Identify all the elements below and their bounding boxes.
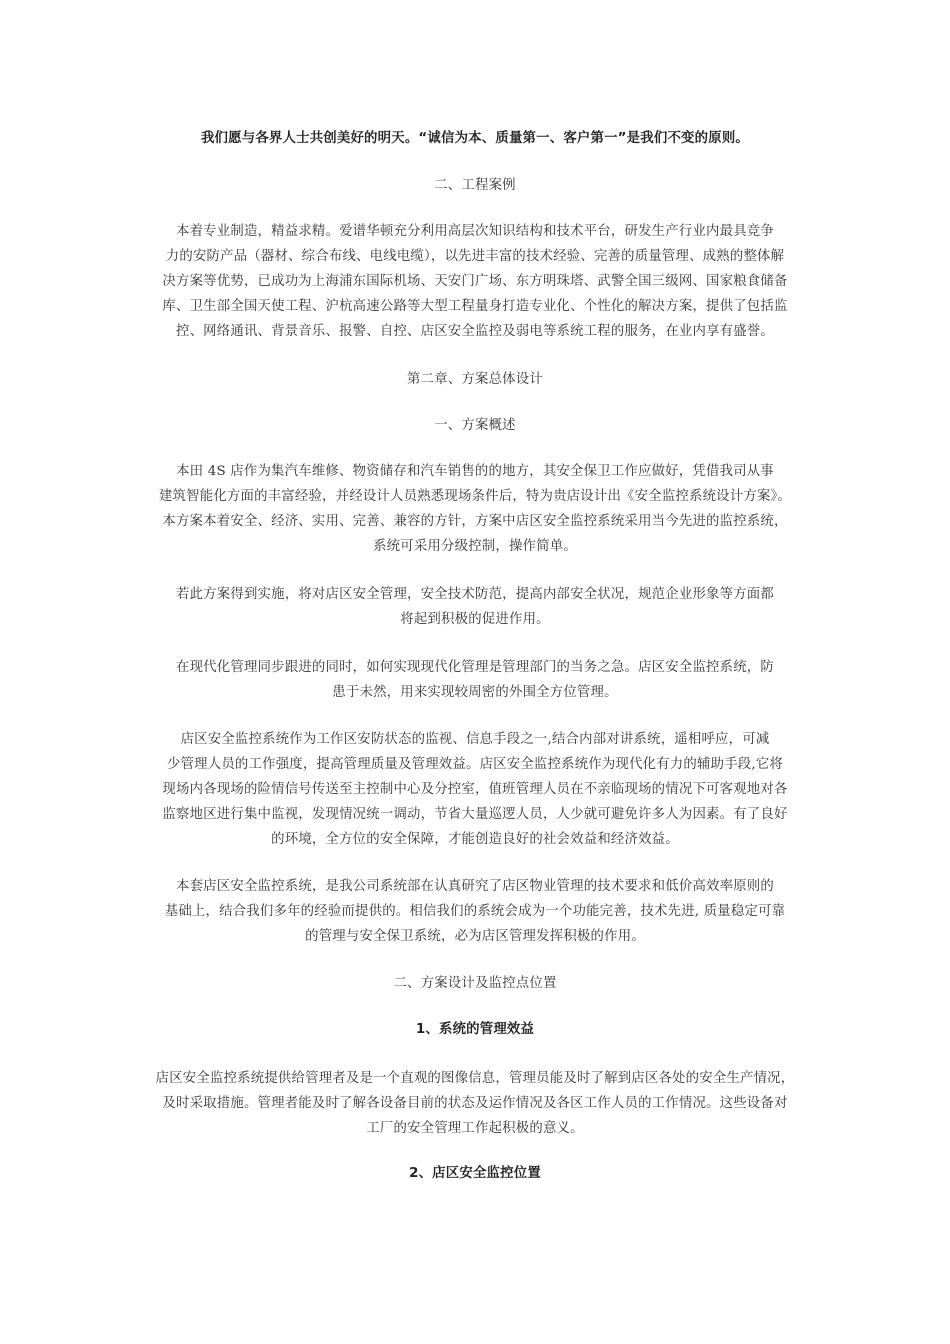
overview-paragraph-3: 在现代化管理同步跟进的同时，如何实现现代化管理是管理部门的当务之急。店区安全监控系统，防 患于未然，用来实现较周密的外围全方位管理。 xyxy=(176,660,774,700)
management-benefits-paragraph: 店区安全监控系统提供给管理者及是一个直观的图像信息，管理员能及时了解到店区各处的安全生产情况， 及时采取措施。管理者能及时了解各设备目前的状态及运作情况及各区工作人员的工作情况。这些设备对 工厂的安全管理工作起积极的意义。 xyxy=(155,1071,795,1136)
section-heading-overview: 一、方案概述 xyxy=(434,418,516,433)
overview-paragraph-5: 本套店区安全监控系统，是我公司系统部在认真研究了店区物业管理的技术要求和低价高效率原则的 基础上，结合我们多年的经验而提供的。相信我们的系统会成为一个功能完善，技术先进, 质量稳定可靠 的管理与安全保卫系统，必为店区管理发挥积极的作用。 xyxy=(164,879,786,944)
overview-paragraph-4: 店区安全监控系统作为工作区安防状态的监视、信息手段之一,结合内部对讲系统，遥相呼应，可减 少管理人员的工作强度，提高管理质量及管理效益。店区安全监控系统作为现代化有力的辅助手段,它将 现场内各现场的险情信号传送至主控制中心及分控室，值班管理人员在不亲临现场的情况下可客观地对各 监察地区进行集中监视，发现情况统一调动，节省大量巡逻人员，人少就可避免许多人为因素。有了良好 的环境，全方位的安全保障，才能创造良好的社会效益和经济效益。 xyxy=(162,732,788,847)
subheading-management-benefits: 1、系统的管理效益 xyxy=(415,1022,535,1037)
chapter-heading: 第二章、方案总体设计 xyxy=(407,372,543,387)
section-heading-design: 二、方案设计及监控点位置 xyxy=(393,976,557,991)
intro-statement: 我们愿与各界人士共创美好的明天。“诚信为本、质量第一、客户第一”是我们不变的原则。 xyxy=(200,131,750,146)
section-heading-cases: 二、工程案例 xyxy=(434,178,516,193)
overview-paragraph-2: 若此方案得到实施，将对店区安全管理，安全技术防范，提高内部安全状况，规范企业形象等方面都 将起到积极的促进作用。 xyxy=(176,587,774,627)
overview-paragraph-1: 本田 4S 店作为集汽车维修、物资储存和汽车销售的的地方，其安全保卫工作应做好，凭借我司从事 建筑智能化方面的丰富经验，并经设计人员熟悉现场条件后，特为贵店设计出《安全监控系统设计方案》。 本方案本着安全、经济、实用、完善、兼容的方针，方案中店区安全监控系统采用当今先进的监控系统， 系统可采用分级控制，操作简单。 xyxy=(158,464,792,554)
cases-paragraph: 本着专业制造，精益求精。爱谱华顿充分利用高层次知识结构和技术平台，研发生产行业内最具竞争 力的安防产品（器材、综合布线、电线电缆），以先进丰富的技术经验、完善的质量管理、成熟的整体解 决方案等优势，已成功为上海浦东国际机场、天安门广场、东方明珠塔、武警全国三级网、国家粮食储备 库、卫生部全国天使工程、沪杭高速公路等大型工程量身打造专业化、个性化的解决方案，提供了包括监 控、网络通讯、背景音乐、报警、自控、店区安全监控及弱电等系统工程的服务，在业内享有盛誉。 xyxy=(162,224,788,339)
subheading-monitor-locations: 2、店区安全监控位置 xyxy=(409,1166,541,1181)
